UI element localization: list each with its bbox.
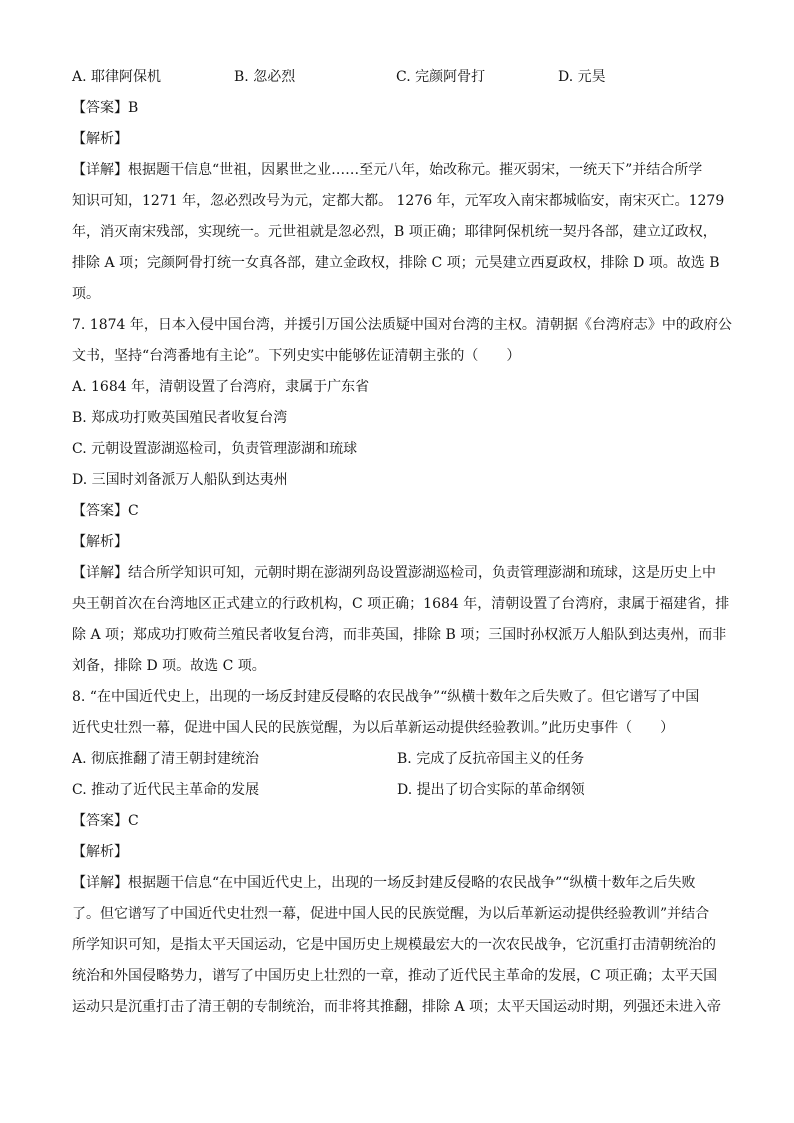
q6-analysis-label: 【解析】 [72,131,128,147]
q8-option-b: B. 完成了反抗帝国主义的任务 [397,751,585,767]
q7-detail-line: 除 A 项；郑成功打败荷兰殖民者收复台湾，而非英国，排除 B 项；三国时孙权派万人船队到达夷州，而非 [72,627,727,643]
q8-stem-line: 8. “在中国近代史上，出现的一场反封建反侵略的农民战争”“纵横十数年之后失败了。但它谱写了中国 [72,689,700,705]
q7-detail-line: 央王朝首次在台湾地区正式建立的行政机构，C 项正确；1684 年，清朝设置了台湾府，隶属于福建省，排 [72,596,730,612]
q7-option-b: B. 郑成功打败英国殖民者收复台湾 [72,410,288,426]
q7-stem-line: 文书，坚持“台湾番地有主论”。下列史实中能够佐证清朝主张的（ ） [72,348,521,364]
q8-options-row [72,775,722,806]
q6-option-d: D. 元昊 [558,69,606,85]
q7-option-c: C. 元朝设置澎湖巡检司，负责管理澎湖和琉球 [72,441,358,457]
q8-option-a: A. 彻底推翻了清王朝封建统治 [72,751,260,767]
q6-detail-line: 年，消灭南宋残部，实现统一。元世祖就是忽必烈，B 项正确；耶律阿保机统一契丹各部，建立辽政权， [72,224,717,240]
document-page [72,62,732,1023]
q6-detail-line: 排除 A 项；完颜阿骨打统一女真各部，建立金政权，排除 C 项；元昊建立西夏政权，排除 D 项。故选 B [72,255,720,271]
q8-options-row [72,744,722,775]
q6-detail-line: 【详解】根据题干信息“世祖，因累世之业……至元八年，始改称元。摧灭弱宋，一统天下”并结合所学 [72,162,703,178]
q7-detail-line: 【详解】结合所学知识可知，元朝时期在澎湖列岛设置澎湖巡检司，负责管理澎湖和琉球，这是历史上中 [72,565,716,581]
q8-detail-line: 运动只是沉重打击了清王朝的专制统治，而非将其推翻，排除 A 项；太平天国运动时期，列强还未进入帝 [72,999,722,1015]
q8-stem-line: 近代史壮烈一幕，促进中国人民的民族觉醒，为以后革新运动提供经验教训。”此历史事件（ ） [72,720,675,736]
q6-option-a: A. 耶律阿保机 [72,69,162,85]
q7-analysis-label: 【解析】 [72,534,128,550]
q7-option-a: A. 1684 年，清朝设置了台湾府，隶属于广东省 [72,379,370,395]
q6-detail-line: 项。 [72,286,100,302]
q6-detail-line: 知识可知，1271 年，忽必烈改号为元，定都大都。 1276 年，元军攻入南宋都城临安，南宋灭亡。1279 [72,193,725,209]
q7-option-d: D. 三国时刘备派万人船队到达夷州 [72,472,288,488]
q7-stem-line: 7. 1874 年，日本入侵中国台湾，并援引万国公法质疑中国对台湾的主权。清朝据《台湾府志》中的政府公 [72,317,732,333]
q8-option-d: D. 提出了切合实际的革命纲领 [397,782,585,798]
q7-detail-line: 刘备，排除 D 项。故选 C 项。 [72,658,266,674]
q6-option-c: C. 完颜阿骨打 [396,69,486,85]
q6-option-b: B. 忽必烈 [234,69,296,85]
q7-answer: 【答案】C [72,503,139,519]
q8-detail-line: 了。但它谱写了中国近代史壮烈一幕，促进中国人民的民族觉醒，为以后革新运动提供经验教训”并结合 [72,906,710,922]
q8-answer: 【答案】C [72,813,139,829]
q8-detail-line: 统治和外国侵略势力，谱写了中国历史上壮烈的一章，推动了近代民主革命的发展，C 项正确；太平天国 [72,968,718,984]
q6-answer: 【答案】B [72,100,139,116]
q8-option-c: C. 推动了近代民主革命的发展 [72,782,260,798]
q6-options [72,62,722,93]
q8-detail-line: 【详解】根据题干信息“在中国近代史上，出现的一场反封建反侵略的农民战争”“纵横十数年之后失败 [72,875,696,891]
q8-detail-line: 所学知识可知，是指太平天国运动，它是中国历史上规模最宏大的一次农民战争，它沉重打击清朝统治的 [72,937,716,953]
q8-analysis-label: 【解析】 [72,844,128,860]
